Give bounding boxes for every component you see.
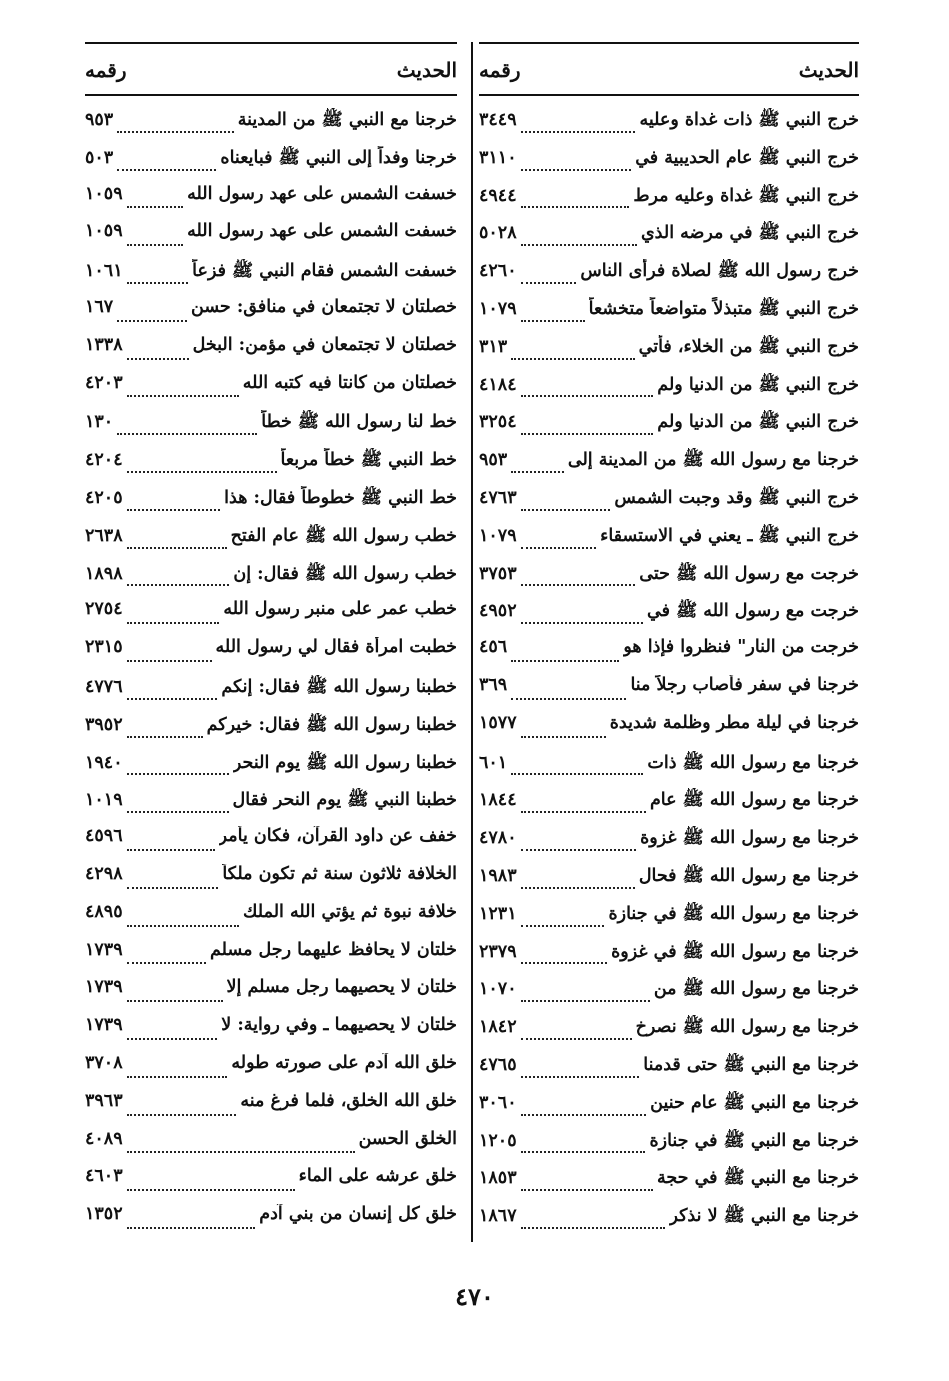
hadith-incipit: خرج النبي ﷺ ذات غداة وعليه [639,110,859,130]
hadith-incipit: خرجنا مع النبي ﷺ في حجة [657,1168,859,1189]
hadith-number: ٤٢٩٨ [85,863,123,884]
hadith-incipit: خرجنا مع رسول الله ﷺ من المدينة إلى [567,450,859,471]
hadith-incipit: خرجنا مع رسول الله ﷺ غزوة [640,828,859,849]
index-entry [479,675,859,713]
index-entry [479,410,859,448]
column-divider [471,42,473,1242]
index-entry [85,184,457,222]
hadith-incipit: خلتان لا يحافظ عليهما رجل مسلم [210,939,457,960]
hadith-incipit: خرج رسول الله ﷺ لصلاة فرأى الناس [580,261,859,282]
hadith-incipit: خرج النبي ﷺ ـ يعني في الاستسقاء [600,525,859,546]
index-entry [85,637,457,675]
dot-leader [521,622,643,624]
hadith-incipit: خصلتان لا تجتمعان في منافق: حسن [191,296,457,317]
index-entry [85,221,457,259]
dot-leader [521,1114,647,1116]
hadith-number: ٥٠٢٨ [479,223,517,244]
index-entry [85,146,457,184]
dot-leader [521,1151,646,1153]
dot-leader [127,547,227,549]
hadith-header-label: الحديث [396,58,457,82]
dot-leader [127,622,220,624]
hadith-incipit: خطب عمر على منبر رسول الله [223,599,457,620]
index-entry [479,1015,859,1053]
dot-leader [127,811,229,813]
dot-leader [521,433,654,435]
hadith-incipit: خطبنا النبي ﷺ يوم النحر فقال [232,790,457,811]
hadith-incipit: خرجنا مع رسول الله ﷺ عام [649,790,859,811]
index-entry [85,751,457,789]
dot-leader [117,169,216,171]
header-rule [85,94,457,96]
dot-leader [127,1076,228,1078]
hadith-number: ٣١٣ [479,336,508,357]
dot-leader [521,169,632,171]
hadith-incipit: خرجنا مع النبي ﷺ حتى قدمنا [643,1054,859,1075]
dot-leader [511,698,626,700]
hadith-number: ٣٧٥٣ [479,563,517,584]
hadith-number: ١٨٤٢ [479,1017,517,1038]
dot-leader [511,358,634,360]
hadith-incipit: خرجنا في سفر فأصاب رجلاً منا [630,674,859,695]
hadith-incipit: خلق كل إنسان من بني آدم [259,1204,457,1225]
hadith-number: ٤٩٥٢ [479,601,517,622]
dot-leader [117,320,187,322]
hadith-number: ٤٧٦٣ [479,487,517,508]
index-entry [85,1204,457,1242]
hadith-number: ١٦٧ [85,296,114,317]
index-entry [479,486,859,524]
hadith-number: ٢٧٥٤ [85,599,123,620]
index-entry [479,826,859,864]
hadith-incipit: خلق عرشه على الماء [298,1166,457,1187]
dot-leader [127,1038,218,1040]
hadith-number: ١٧٣٩ [85,939,123,960]
hadith-number: ١٩٤٠ [85,752,123,773]
dot-leader [521,320,585,322]
index-entry [85,1053,457,1091]
hadith-incipit: خطبنا رسول الله ﷺ يوم النحر [232,752,457,773]
hadith-number: ٣٢٥٤ [479,412,517,433]
hadith-incipit: خط لنا رسول الله ﷺ خطاً [261,412,457,433]
hadith-incipit: خرج النبي ﷺ في مرضه الذي [640,223,859,244]
dot-leader [127,1000,223,1002]
hadith-incipit: خطبنا رسول الله ﷺ فقال: خيركم [206,714,457,735]
dot-leader [521,962,607,964]
column-header [85,58,457,92]
hadith-number: ٤١٨٤ [479,374,517,395]
index-entry [85,675,457,713]
hadith-number: ٣٧٠٨ [85,1052,123,1073]
hadith-incipit: خط النبي ﷺ خطاً مربعاً [280,450,457,471]
dot-leader [521,131,636,133]
index-entry [479,637,859,675]
dot-leader [127,282,189,284]
hadith-incipit: خرجنا مع النبي ﷺ لا نذكر [669,1206,859,1227]
header-rule [479,94,859,96]
hadith-incipit: خصلتان من كانتا فيه كتبه الله [242,372,457,393]
hadith-incipit: خرج النبي ﷺ من الدنيا ولم [657,412,859,433]
column-header [479,58,859,92]
hadith-number: ٣٩٦٣ [85,1090,123,1111]
index-entry [85,902,457,940]
index-entry [479,713,859,751]
dot-leader [521,206,630,208]
index-entry [479,335,859,373]
dot-leader [521,849,637,851]
index-entry [85,1166,457,1204]
index-entry [85,562,457,600]
index-entry [85,259,457,297]
index-entry [85,108,457,146]
index-entries-left [85,108,457,1242]
dot-leader [521,1227,666,1229]
hadith-incipit: خرج النبي ﷺ متبذلاً متواضعاً متخشعاً [588,298,859,319]
index-entry [479,864,859,902]
hadith-number: ٣٩٥٢ [85,714,123,735]
page-number: ٤٧٠ [455,1282,494,1311]
top-rule-left [85,42,457,44]
hadith-number: ٤٥٩٦ [85,826,123,847]
hadith-incipit: الخلافة ثلاثون سنة ثم تكون ملكاً [222,863,457,884]
dot-leader [521,395,654,397]
hadith-number: ١٠٥٩ [85,221,123,242]
hadith-number: ٣٦٩ [479,674,508,695]
hadith-incipit: خفف عن داود القرآن، فكان يأمر [218,826,457,847]
hadith-number: ٢٣٧٩ [479,941,517,962]
hadith-number: ١٣٣٨ [85,334,123,355]
hadith-incipit: خرجت مع رسول الله ﷺ حتى [639,563,859,584]
hadith-incipit: خسفت الشمس على عهد رسول الله [187,221,457,242]
dot-leader [127,925,239,927]
hadith-number: ٤٢٠٣ [85,372,123,393]
hadith-incipit: خرج النبي ﷺ عام الحديبية في [635,147,859,168]
dot-leader [127,471,277,473]
hadith-number: ١٠٦١ [85,261,123,282]
hadith-incipit: خلتان لا يحصيهما ـ وفي رواية: لا [221,1015,457,1036]
dot-leader [511,471,564,473]
hadith-number: ١٠٥٩ [85,183,123,204]
hadith-incipit: خرجنا مع النبي ﷺ في جنازة [649,1130,859,1151]
index-entry [479,1129,859,1167]
dot-leader [127,584,230,586]
index-entry [479,788,859,826]
index-entry [85,448,457,486]
hadith-number: ٤٦٠٣ [85,1166,123,1187]
dot-leader [521,1076,640,1078]
index-entry [85,940,457,978]
index-entry [85,373,457,411]
index-entry [479,146,859,184]
index-entry [479,902,859,940]
hadith-number: ٤٥٦ [479,637,508,658]
hadith-number: ٣٠٦٠ [479,1092,517,1113]
dot-leader [511,660,619,662]
dot-leader [127,698,218,700]
index-entry [479,599,859,637]
hadith-incipit: خرج النبي ﷺ غداة وعليه مرط [633,185,859,206]
dot-leader [521,1189,653,1191]
dot-leader [511,773,643,775]
dot-leader [127,1151,355,1153]
hadith-incipit: خرجنا مع رسول الله ﷺ فحال [638,865,859,886]
hadith-number: ١٢٠٥ [479,1130,517,1151]
dot-leader [127,1114,237,1116]
index-entry [85,788,457,826]
hadith-incipit: خسفت الشمس على عهد رسول الله [187,183,457,204]
index-entry [479,940,859,978]
hadith-incipit: خسفت الشمس فقام النبي ﷺ فزعاً [192,261,457,282]
dot-leader [521,1000,650,1002]
index-entry [479,448,859,486]
index-entry [479,1053,859,1091]
hadith-number: ١٢٣١ [479,903,517,924]
dot-leader [521,509,611,511]
hadith-incipit: خرجت من النار" فنظروا فإذا هو [623,637,859,658]
hadith-number: ٣١١٠ [479,147,517,168]
dot-leader [521,584,636,586]
hadith-number: ١٠٧٠ [479,979,517,1000]
hadith-incipit: خرجنا مع رسول الله ﷺ نصرخ [635,1017,859,1038]
hadith-incipit: خرجنا مع رسول الله ﷺ من [653,979,859,1000]
hadith-incipit: خلق الله الخلق، فلما فرغ منه [240,1090,457,1111]
index-entry [85,713,457,751]
index-entry [85,599,457,637]
dot-leader [521,547,597,549]
hadith-number: ١٥٧٧ [479,712,517,733]
hadith-number: ١٠٧٩ [479,298,517,319]
dot-leader [127,1227,256,1229]
dot-leader [127,244,183,246]
hadith-number: ١٣٥٢ [85,1204,123,1225]
dot-leader [117,433,257,435]
index-entry [479,1091,859,1129]
hadith-number: ١٨٩٨ [85,563,123,584]
hadith-incipit: خلق الله آدم على صورته طوله [231,1052,457,1073]
hadith-number: ١٨٤٤ [479,790,517,811]
index-entry [85,977,457,1015]
dot-leader [521,244,637,246]
hadith-number: ٤٨٩٥ [85,901,123,922]
hadith-number: ٤٧٧٦ [85,676,123,697]
dot-leader [127,395,239,397]
index-entry [85,335,457,373]
index-entry [479,297,859,335]
hadith-number: ١٨٥٣ [479,1168,517,1189]
dot-leader [127,509,221,511]
hadith-incipit: خرج النبي ﷺ وقد وجبت الشمس [614,487,859,508]
index-entry [85,524,457,562]
dot-leader [127,1189,295,1191]
hadith-number: ١٨٦٧ [479,1206,517,1227]
index-entry [85,1129,457,1167]
hadith-number: ٤٧٦٥ [479,1054,517,1075]
hadith-number: ٤٢٠٤ [85,450,123,471]
index-entry [479,1204,859,1242]
hadith-number: ٩٥٣ [479,450,508,471]
hadith-incipit: خرج النبي ﷺ من الدنيا ولم [657,374,859,395]
hadith-incipit: خرجنا مع النبي ﷺ من المدينة [237,110,457,130]
dot-leader [521,736,606,738]
hadith-number: ٢٣١٥ [85,637,123,658]
dot-leader [127,206,183,208]
dot-leader [521,1038,632,1040]
dot-leader [127,887,219,889]
hadith-incipit: خطبت امرأة فقال لي رسول الله [215,637,457,658]
hadith-incipit: خرجنا مع رسول الله ﷺ ذات [647,752,859,773]
index-entry [479,184,859,222]
dot-leader [521,925,605,927]
index-entry [85,1091,457,1129]
dot-leader [127,358,189,360]
hadith-incipit: خرجنا في ليلة مطر وظلمة شديدة [609,712,859,733]
hadith-number: ٥٠٣ [85,147,114,168]
dot-leader [521,811,646,813]
hadith-number: ١٩٨٣ [479,865,517,886]
dot-leader [521,282,577,284]
dot-leader [521,887,635,889]
hadith-incipit: خلافة نبوة ثم يؤتي الله الملك [243,901,457,922]
index-entry [85,826,457,864]
dot-leader [127,849,215,851]
index-column-left [85,58,457,1242]
index-entry [479,977,859,1015]
hadith-number: ٤٢٠٥ [85,487,123,508]
index-entry [85,410,457,448]
hadith-incipit: خطب رسول الله ﷺ عام الفتح [230,525,457,546]
index-entry [479,259,859,297]
hadith-incipit: خرجنا وفداً إلى النبي ﷺ فبايعناه [220,147,457,168]
hadith-number: ٣٤٤٩ [479,110,517,130]
index-entry [479,221,859,259]
index-entry [85,486,457,524]
hadith-number: ١٧٣٩ [85,1015,123,1036]
index-entry [479,373,859,411]
dot-leader [127,736,203,738]
number-header-label: رقمه [479,58,521,82]
index-entry [85,1015,457,1053]
dot-leader [127,773,229,775]
index-entry [479,524,859,562]
hadith-incipit: خطبنا رسول الله ﷺ فقال: إنكم [221,676,457,697]
hadith-incipit: خطب رسول الله ﷺ فقال: إن [233,563,457,584]
hadith-incipit: خرج النبي ﷺ من الخلاء، فأتي [638,336,859,357]
hadith-number: ٤٢٦٠ [479,261,517,282]
hadith-incipit: خصلتان لا تجتمعان في مؤمن: البخل [192,334,457,355]
hadith-number: ٤٩٤٤ [479,185,517,206]
dot-leader [117,131,234,133]
index-entry [479,1166,859,1204]
hadith-number: ٢٦٣٨ [85,525,123,546]
hadith-header-label: الحديث [798,58,859,82]
index-entry [85,864,457,902]
hadith-incipit: خرجنا مع رسول الله ﷺ في جنازة [608,903,859,924]
hadith-number: ١٧٣٩ [85,977,123,998]
hadith-number: ٩٥٣ [85,110,114,130]
hadith-number: ١٠٧٩ [479,525,517,546]
hadith-number: ٦٠١ [479,752,508,773]
hadith-incipit: خرجت مع رسول الله ﷺ في [647,601,859,622]
hadith-number: ٤٠٨٩ [85,1128,123,1149]
index-entry [479,108,859,146]
index-entries-right [479,108,859,1242]
hadith-incipit: خرجنا مع النبي ﷺ عام حنين [650,1092,859,1113]
hadith-incipit: خلتان لا يحصيهما رجل مسلم إلا [226,977,457,998]
hadith-number: ٤٧٨٠ [479,828,517,849]
hadith-number: ١٠١٩ [85,790,123,811]
hadith-incipit: خط النبي ﷺ خطوطاً فقال: هذا [224,487,457,508]
index-entry [479,562,859,600]
hadith-incipit: خرجنا مع رسول الله ﷺ في غزوة [611,941,859,962]
dot-leader [127,660,212,662]
dot-leader [127,962,206,964]
number-header-label: رقمه [85,58,127,82]
hadith-incipit: الخلق الحسن [358,1128,457,1149]
index-entry [85,297,457,335]
index-column-right [479,58,859,1242]
top-rule-right [479,42,859,44]
index-entry [479,751,859,789]
hadith-number: ١٣٠ [85,412,114,433]
